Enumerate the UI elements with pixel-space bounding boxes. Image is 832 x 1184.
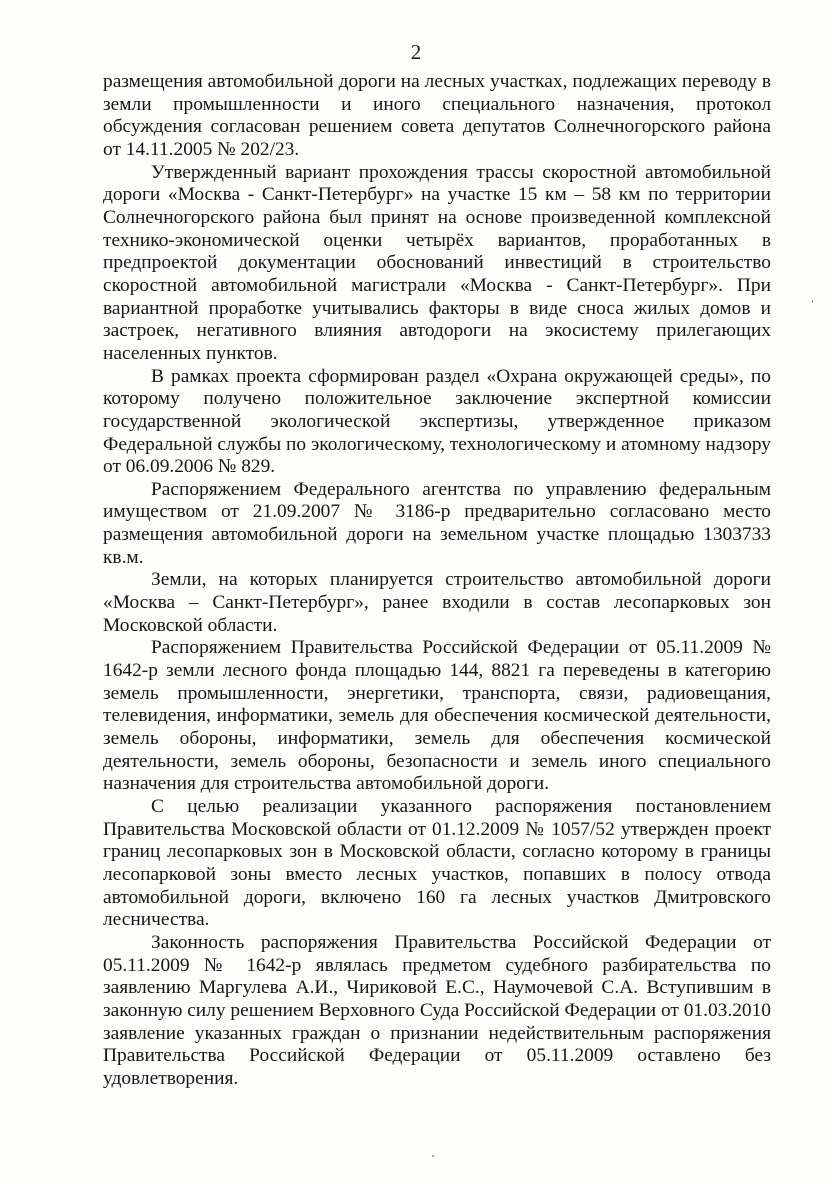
paragraph-forest-park-zones: Земли, на которых планируется строительство автомобильной дороги «Москва – Санкт-Петербург», ранее входили в состав лесопарковых зон Московской области. bbox=[103, 569, 771, 636]
scan-speck bbox=[812, 300, 813, 303]
page-number: 2 bbox=[410, 40, 422, 64]
paragraph-federal-agency-order: Распоряжением Федерального агентства по управлению федеральным имуществом от 21.09.2007 № 3186-р предварительно согласовано место размещения автомобильной дороги на земельном участке площадью 1303733 кв.м. bbox=[103, 478, 771, 568]
paragraph-environment-section: В рамках проекта сформирован раздел «Охрана окружающей среды», по которому получено положительное заключение экспертной комиссии государственной экологической экспертизы, утвержденное приказом Федеральной службы по экологическому, технологическому и атомному надзору от 06.09.2006 № 829. bbox=[103, 365, 771, 478]
document-body bbox=[103, 71, 771, 1091]
paragraph-court-proceedings: Законность распоряжения Правительства Российской Федерации от 05.11.2009 № 1642-р являлась предметом судебного разбирательства по заявлению Маргулева А.И., Чириковой Е.С., Наумочевой С.А. Вступившим в законную силу решением Верховного Суда Российской Федерации от 01.03.2010 заявление указанных граждан о признании недействительным распоряжения Правительства Российской Федерации от 05.11.2009 оставлено без удовлетворения. bbox=[103, 931, 771, 1089]
paragraph-government-order: Распоряжением Правительства Российской Федерации от 05.11.2009 № 1642-р земли лесного фонда площадью 144, 8821 га переведены в категорию земель промышленности, энергетики, транспорта, связи, радиовещания, телевидения, информатики, земель для обеспечения космической деятельности, земель обороны, информатики, земель для обеспечения космической деятельности, земель обороны, безопасности и земель иного специального назначения для строительства автомобильной дороги. bbox=[103, 637, 771, 795]
paragraph-approved-route: Утвержденный вариант прохождения трассы скоростной автомобильной дороги «Москва - Санкт-Петербург» на участке 15 км – 58 км по территории Солнечногорского района был принят на основе произведенной комплексной технико-экономической оценки четырёх вариантов, проработанных в предпроектой документации обоснований инвестиций в строительство скоростной автомобильной магистрали «Москва - Санкт-Петербург». При вариантной проработке учитывались факторы в виде сноса жилых домов и застроек, негативного влияния автодороги на экосистему прилегающих населенных пунктов. bbox=[103, 161, 771, 364]
scan-speck bbox=[432, 1155, 434, 1157]
paragraph-moscow-region-resolution: С целью реализации указанного распоряжения постановлением Правительства Московской области от 01.12.2009 № 1057/52 утвержден проект границ лесопарковых зон в Московской области, согласно которому в границы лесопарковой зоны вместо лесных участков, попавших в полосу отвода автомобильной дороги, включено 160 га лесных участков Дмитровского лесничества. bbox=[103, 796, 771, 931]
paragraph-continuation: размещения автомобильной дороги на лесных участках, подлежащих переводу в земли промышленности и иного специального назначения, протокол обсуждения согласован решением совета депутатов Солнечногорского района от 14.11.2005 № 202/23. bbox=[103, 71, 771, 160]
